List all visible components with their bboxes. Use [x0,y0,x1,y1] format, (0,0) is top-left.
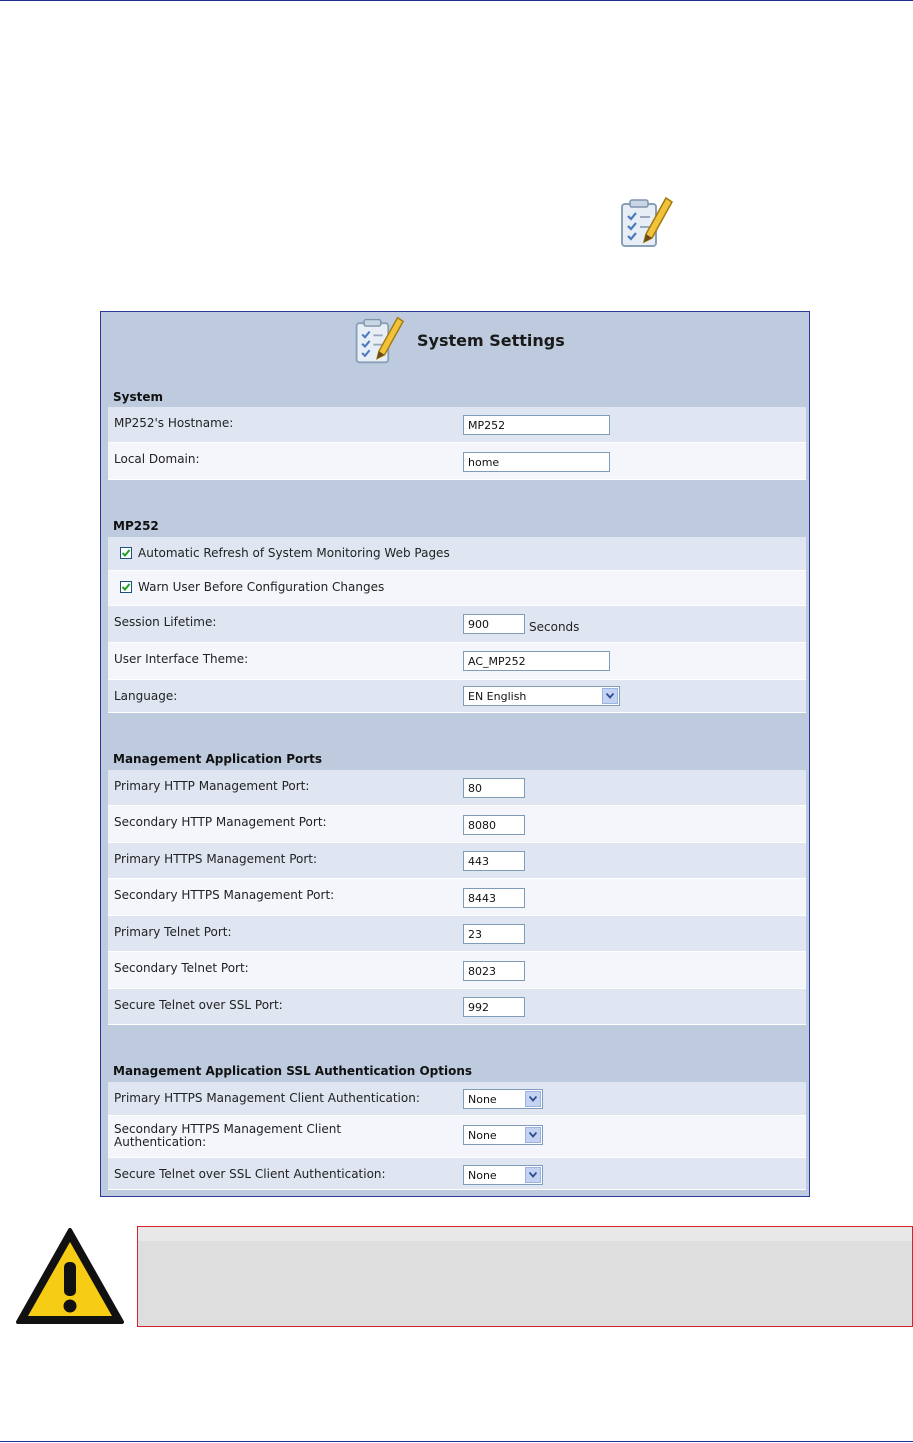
session-row [108,606,806,643]
chevron-down-icon [602,688,618,704]
auto-refresh-checkbox[interactable] [120,547,132,559]
port-label: Secondary HTTP Management Port: [114,815,327,829]
ssl-row [108,1158,806,1190]
auto-refresh-row [108,537,806,571]
theme-row [108,643,806,680]
edit-checklist-icon [616,194,674,250]
section-title-ports: Management Application Ports [113,752,323,766]
session-unit: Seconds [529,620,580,634]
port-input[interactable]: 8023 [463,961,525,981]
footer-rule [0,1441,913,1442]
edit-checklist-icon [351,312,405,368]
port-input[interactable]: 8080 [463,815,525,835]
port-input[interactable]: 992 [463,997,525,1017]
port-label: Primary Telnet Port: [114,925,232,939]
warn-user-row [108,571,806,606]
chevron-down-icon [525,1127,541,1143]
theme-input[interactable]: AC_MP252 [463,651,610,671]
page-title: System Settings [417,331,565,350]
port-input[interactable]: 443 [463,851,525,871]
ssl-select-value: None [468,1093,497,1106]
warning-note-box [137,1226,913,1327]
chevron-down-icon [525,1167,541,1183]
port-label: Primary HTTP Management Port: [114,779,310,793]
section-title-ssl: Management Application SSL Authentication Options [113,1064,473,1078]
port-row [108,843,806,879]
hostname-label: MP252's Hostname: [114,416,234,430]
port-input[interactable]: 80 [463,778,525,798]
hostname-row [108,407,806,443]
ssl-row [108,1082,806,1116]
warn-user-label: Warn User Before Configuration Changes [138,580,385,594]
system-settings-panel [100,311,810,1197]
ssl-select[interactable] [463,1125,543,1145]
port-label: Secure Telnet over SSL Port: [114,998,283,1012]
port-row [108,916,806,952]
ssl-select[interactable] [463,1165,543,1185]
warn-user-checkbox[interactable] [120,581,132,593]
port-label: Primary HTTPS Management Port: [114,852,318,866]
session-input[interactable]: 900 [463,614,525,634]
port-row [108,770,806,806]
ssl-label: Secondary HTTPS Management Client Authentication: [114,1122,342,1149]
check-icon [121,582,131,592]
ssl-label: Primary HTTPS Management Client Authentication: [114,1091,420,1105]
note-header-strip [138,1227,912,1241]
language-row [108,680,806,713]
chevron-down-icon [525,1091,541,1107]
ssl-select-value: None [468,1169,497,1182]
session-label: Session Lifetime: [114,615,217,629]
port-row [108,989,806,1025]
theme-label: User Interface Theme: [114,652,249,666]
section-title-mp252: MP252 [113,519,159,533]
auto-refresh-label: Automatic Refresh of System Monitoring Web Pages [138,546,450,560]
header-rule [0,0,913,1]
port-label: Secondary Telnet Port: [114,961,249,975]
port-row [108,952,806,989]
language-value: EN English [468,690,527,703]
domain-input[interactable]: home [463,452,610,472]
domain-label: Local Domain: [114,452,200,466]
port-row [108,806,806,843]
section-title-system: System [113,390,163,404]
ssl-label: Secure Telnet over SSL Client Authentication: [114,1167,386,1181]
port-label: Secondary HTTPS Management Port: [114,888,335,902]
port-input[interactable]: 8443 [463,888,525,908]
language-label: Language: [114,689,178,703]
ssl-select-value: None [468,1129,497,1142]
port-input[interactable]: 23 [463,924,525,944]
port-row [108,879,806,916]
domain-row [108,443,806,480]
ssl-row [108,1116,806,1158]
ssl-select[interactable] [463,1089,543,1109]
hostname-input[interactable]: MP252 [463,415,610,435]
panel-header [101,312,809,387]
warning-triangle-icon [14,1226,126,1326]
check-icon [121,548,131,558]
language-select[interactable] [463,686,620,706]
